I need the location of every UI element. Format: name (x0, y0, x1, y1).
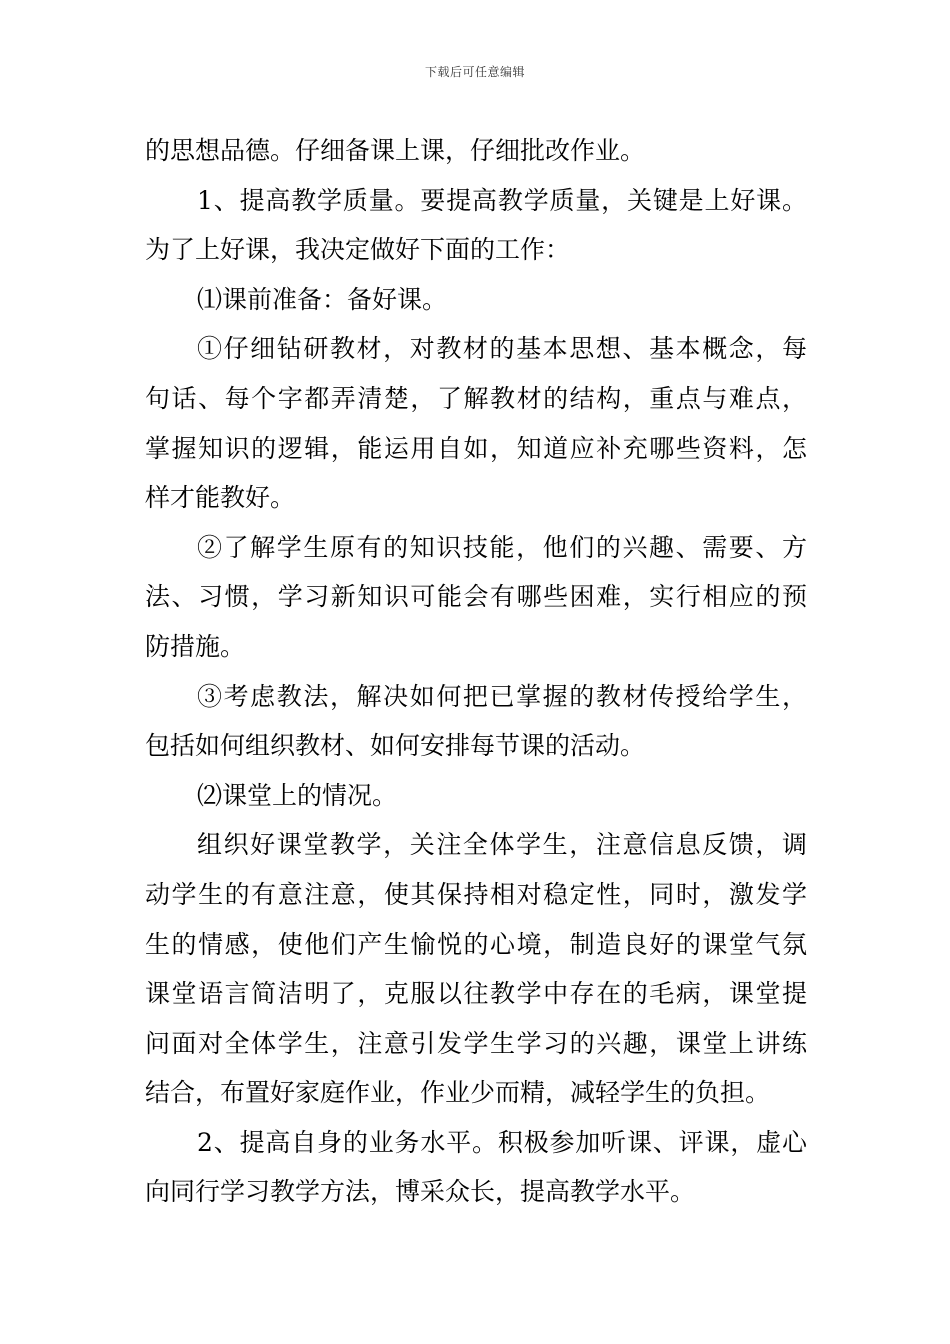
text-line (145, 523, 807, 573)
text-line-content: 结合，布置好家庭作业，作业少而精，减轻学生的负担。 (145, 1078, 771, 1108)
text-line (145, 969, 807, 1019)
text-line (145, 176, 807, 226)
text-line-content: 样才能教好。 (145, 483, 296, 513)
text-line-content: ③考虑教法，解决如何把已掌握的教材传授给学生， (197, 681, 807, 711)
text-line (145, 622, 807, 672)
text-line (145, 324, 807, 374)
text-line-content: 向同行学习教学方法，博采众长，提高教学水平。 (145, 1177, 696, 1207)
text-line-content: 句话、每个字都弄清楚，了解教材的结构，重点与难点， (145, 383, 807, 413)
text-line (145, 275, 807, 325)
text-line-content: 法、习惯，学习新知识可能会有哪些困难，实行相应的预 (145, 582, 807, 612)
text-line-content: 组织好课堂教学，关注全体学生，注意信息反馈，调 (197, 830, 807, 860)
text-line (145, 920, 807, 970)
text-line (145, 771, 807, 821)
text-line-content: 1、提高教学质量。要提高教学质量，关键是上好课。 (197, 185, 807, 215)
text-line (145, 225, 807, 275)
text-line (145, 126, 807, 176)
page-header: 下载后可任意编辑 (424, 65, 525, 79)
text-line (145, 1118, 807, 1168)
text-line-content: 生的情感，使他们产生愉悦的心境，制造良好的课堂气氛 (145, 929, 807, 959)
text-line-content: 课堂语言简洁明了，克服以往教学中存在的毛病，课堂提 (145, 979, 807, 1009)
text-line-content: 防措施。 (145, 631, 246, 661)
text-line-content: 的思想品德。仔细备课上课，仔细批改作业。 (145, 136, 646, 165)
text-line (145, 424, 807, 474)
text-line (145, 1068, 807, 1118)
text-line (145, 1019, 807, 1069)
text-line (145, 820, 807, 870)
document-body (145, 126, 807, 1217)
text-line-content: ⑴课前准备：备好课。 (197, 284, 448, 314)
text-line (145, 870, 807, 920)
text-line-content: 包括如何组织教材、如何安排每节课的活动。 (145, 731, 646, 761)
text-line-content: 2、提高自身的业务水平。积极参加听课、评课，虚心 (197, 1127, 807, 1157)
text-line-content: ⑵课堂上的情况。 (197, 780, 398, 810)
text-line (145, 473, 807, 523)
text-line-content: ①仔细钻研教材，对教材的基本思想、基本概念，每 (197, 334, 807, 364)
text-line-content: 掌握知识的逻辑，能运用自如，知道应补充哪些资料，怎 (145, 433, 807, 463)
text-line-content: 动学生的有意注意，使其保持相对稳定性，同时，激发学 (145, 879, 807, 909)
text-line (145, 721, 807, 771)
text-line (145, 374, 807, 424)
text-line-content: 为了上好课，我决定做好下面的工作： (145, 235, 571, 265)
text-line (145, 1167, 807, 1217)
text-line (145, 572, 807, 622)
text-line-content: 问面对全体学生，注意引发学生学习的兴趣，课堂上讲练 (145, 1028, 807, 1058)
text-line (145, 672, 807, 722)
text-line-content: ②了解学生原有的知识技能，他们的兴趣、需要、方 (197, 532, 807, 562)
